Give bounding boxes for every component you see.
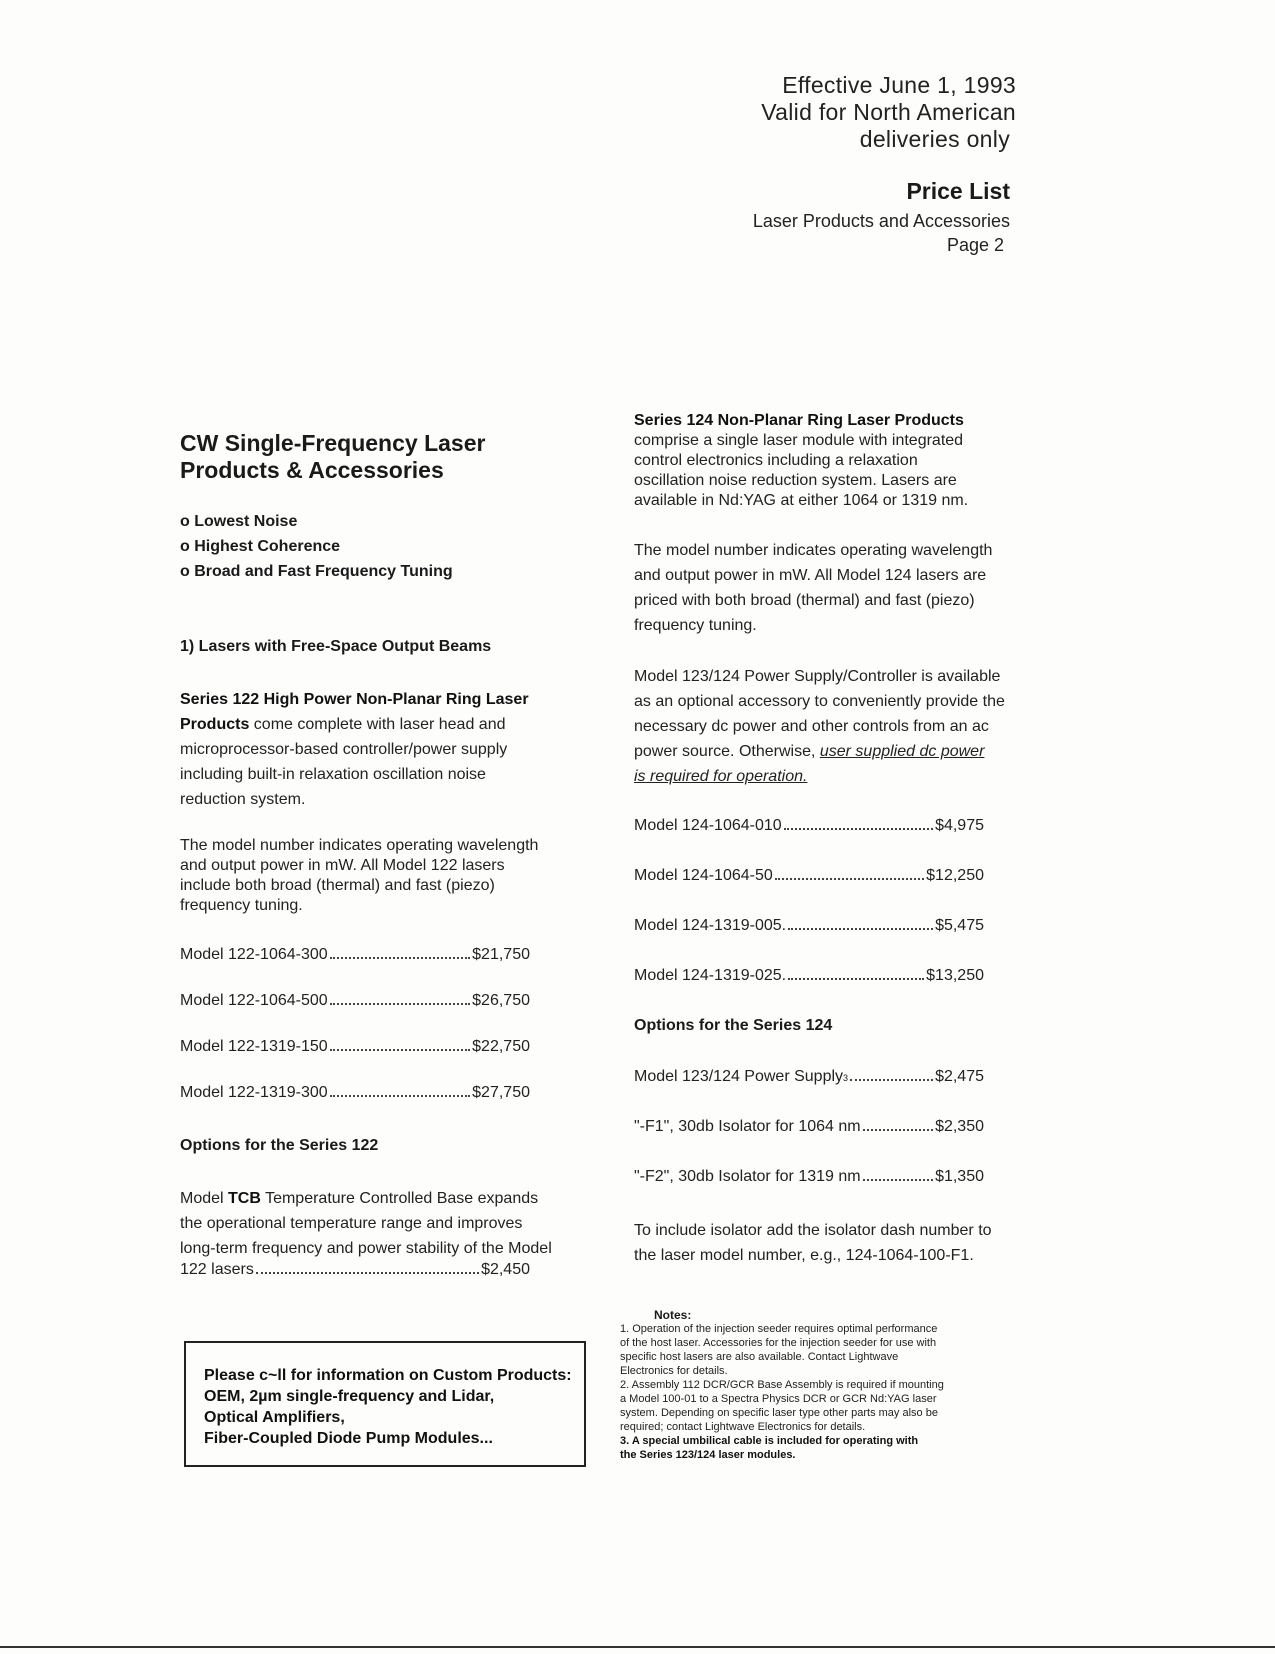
note-line: power source. Otherwise, — [634, 743, 820, 760]
section-heading-line-1: CW Single-Frequency Laser — [180, 430, 486, 456]
intro-text: including built-in relaxation oscillation noise — [180, 766, 486, 783]
box-line: OEM, 2µm single-frequency and Lidar, — [204, 1388, 495, 1405]
model-price: $26,750 — [472, 992, 530, 1009]
note-line: frequency tuning. — [180, 897, 303, 914]
note-line: the laser model number, e.g., 124-1064-100-F1. — [634, 1247, 974, 1264]
bullet-item: o Lowest Noise — [180, 513, 298, 530]
option-price: $2,350 — [935, 1118, 984, 1135]
note-line: 3. A special umbilical cable is included for operating with — [620, 1435, 919, 1447]
price-row — [634, 1118, 984, 1136]
page-subtitle: Laser Products and Accessories — [752, 211, 1010, 231]
note-line: specific host lasers are also available. Contact Lightwave — [620, 1351, 899, 1363]
series-122-title: Series 122 High Power Non-Planar Ring Laser — [180, 691, 529, 708]
price-row — [634, 817, 984, 835]
feature-bullets — [180, 509, 453, 584]
note-line: the Series 123/124 laser modules. — [620, 1449, 796, 1461]
price-row — [180, 946, 530, 964]
intro-text: available in Nd:YAG at either 1064 or 1319 nm. — [634, 492, 969, 509]
tcb-text: the operational temperature range and improves — [180, 1215, 523, 1232]
price-row — [634, 1168, 984, 1186]
model-name: Model 124-1319-025. — [634, 967, 787, 984]
tcb-option — [180, 1186, 580, 1279]
series-124-options-list — [634, 1068, 984, 1186]
dc-power-warning-cont: is required for operation. — [634, 768, 808, 785]
note-line: Electronics for details. — [620, 1365, 728, 1377]
note-line: priced with both broad (thermal) and fast (piezo) — [634, 592, 975, 609]
dc-power-warning: user supplied dc power — [819, 743, 985, 760]
intro-text: comprise a single laser module with integrated — [634, 432, 964, 449]
price-list-block — [700, 178, 1010, 257]
series-124-price-list — [634, 817, 984, 985]
note-line: To include isolator add the isolator dash number to — [634, 1222, 992, 1239]
box-line: Optical Amplifiers, — [204, 1409, 345, 1426]
section-free-space: 1) Lasers with Free-Space Output Beams — [180, 638, 492, 655]
model-name: Model 122-1064-500 — [180, 992, 328, 1009]
note-line: 2. Assembly 112 DCR/GCR Base Assembly is required if mounting — [620, 1379, 944, 1391]
option-name: "-F1", 30db Isolator for 1064 nm — [634, 1118, 861, 1135]
notes-section — [620, 1308, 1020, 1462]
bottom-rule — [0, 1646, 1275, 1648]
note-line: and output power in mW. All Model 124 lasers are — [634, 567, 987, 584]
isolator-note — [634, 1218, 1029, 1268]
options-122-heading: Options for the Series 122 — [180, 1137, 379, 1154]
tcb-text: Temperature Controlled Base expands — [260, 1190, 539, 1207]
header-block — [700, 72, 1016, 153]
note-line: necessary dc power and other controls from an ac — [634, 718, 989, 735]
note-line: system. Depending on specific laser type other parts may also be — [620, 1407, 938, 1419]
footnote-ref: 3 — [843, 1073, 849, 1083]
page-title: Price List — [906, 178, 1010, 204]
series-122-title-cont: Products — [180, 716, 250, 733]
page-number: Page 2 — [946, 235, 1004, 255]
note-line: a Model 100-01 to a Spectra Physics DCR or GCR Nd:YAG laser — [620, 1393, 937, 1405]
option-name: "-F2", 30db Isolator for 1319 nm — [634, 1168, 861, 1185]
note-line: frequency tuning. — [634, 617, 757, 634]
note-line: required; contact Lightwave Electronics for details. — [620, 1421, 866, 1433]
model-name: Model 122-1064-300 — [180, 946, 328, 963]
model-price: $21,750 — [472, 946, 530, 963]
model-price: $4,975 — [935, 817, 984, 834]
intro-text: reduction system. — [180, 791, 306, 808]
tcb-text: long-term frequency and power stability of the Model — [180, 1240, 552, 1257]
options-124-heading: Options for the Series 124 — [634, 1017, 833, 1034]
section-heading-line-2: Products & Accessories — [180, 457, 444, 483]
model-price: $12,250 — [926, 867, 984, 884]
series-124-intro — [634, 411, 1014, 511]
notes-title: Notes: — [654, 1308, 692, 1322]
series-122-model-note — [180, 836, 580, 916]
price-row — [180, 992, 530, 1010]
custom-products-box — [184, 1341, 586, 1467]
intro-text: oscillation noise reduction system. Lasers are — [634, 472, 957, 489]
left-column — [180, 430, 560, 484]
note-line: The model number indicates operating wavelength — [634, 542, 993, 559]
series-124-model-note — [634, 538, 1024, 638]
note-line: and output power in mW. All Model 122 lasers — [180, 857, 505, 874]
bullet-item: o Highest Coherence — [180, 538, 341, 555]
model-name: Model 124-1064-010 — [634, 817, 782, 834]
box-line: Fiber-Coupled Diode Pump Modules... — [204, 1430, 493, 1447]
note-line: include both broad (thermal) and fast (piezo) — [180, 877, 495, 894]
model-name: Model 124-1319-005. — [634, 917, 787, 934]
price-row — [634, 967, 984, 985]
intro-text: control electronics including a relaxation — [634, 452, 918, 469]
intro-text: come complete with laser head and — [249, 716, 506, 733]
model-name: Model 122-1319-150 — [180, 1038, 328, 1055]
note-line: as an optional accessory to conveniently provide the — [634, 693, 1005, 710]
price-row — [634, 917, 984, 935]
note-line: The model number indicates operating wavelength — [180, 837, 539, 854]
option-price: $2,475 — [935, 1068, 984, 1085]
price-row — [180, 1261, 530, 1279]
model-name: Model 124-1064-50 — [634, 867, 773, 884]
model-price: $2,450 — [481, 1261, 530, 1278]
option-price: $1,350 — [935, 1168, 984, 1185]
option-name: Model 123/124 Power Supply — [634, 1068, 844, 1085]
series-124-title: Series 124 Non-Planar Ring Laser Products — [634, 412, 964, 429]
price-row — [634, 1068, 984, 1086]
tcb-prefix: Model — [180, 1190, 229, 1207]
bullet-item: o Broad and Fast Frequency Tuning — [180, 563, 453, 580]
model-price: $5,475 — [935, 917, 984, 934]
price-row — [180, 1038, 530, 1056]
note-line: of the host laser. Accessories for the injection seeder for use with — [620, 1337, 937, 1349]
model-price: $13,250 — [926, 967, 984, 984]
price-row — [180, 1084, 530, 1102]
model-name: 122 lasers — [180, 1261, 254, 1278]
validity-line-1: Valid for North American — [761, 99, 1016, 125]
model-price: $27,750 — [472, 1084, 530, 1101]
series-122-price-list — [180, 946, 530, 1102]
intro-text: microprocessor-based controller/power supply — [180, 741, 508, 758]
power-supply-note — [634, 664, 1029, 789]
box-line: Please c~ll for information on Custom Products: — [204, 1367, 572, 1384]
validity-line-2: deliveries only — [859, 126, 1010, 152]
note-line: Model 123/124 Power Supply/Controller is available — [634, 668, 1001, 685]
model-price: $22,750 — [472, 1038, 530, 1055]
price-row — [634, 867, 984, 885]
series-122-intro — [180, 687, 580, 812]
tcb-code: TCB — [228, 1190, 261, 1207]
model-name: Model 122-1319-300 — [180, 1084, 328, 1101]
note-line: 1. Operation of the injection seeder requires optimal performance — [620, 1323, 938, 1335]
effective-date: Effective June 1, 1993 — [782, 72, 1016, 98]
